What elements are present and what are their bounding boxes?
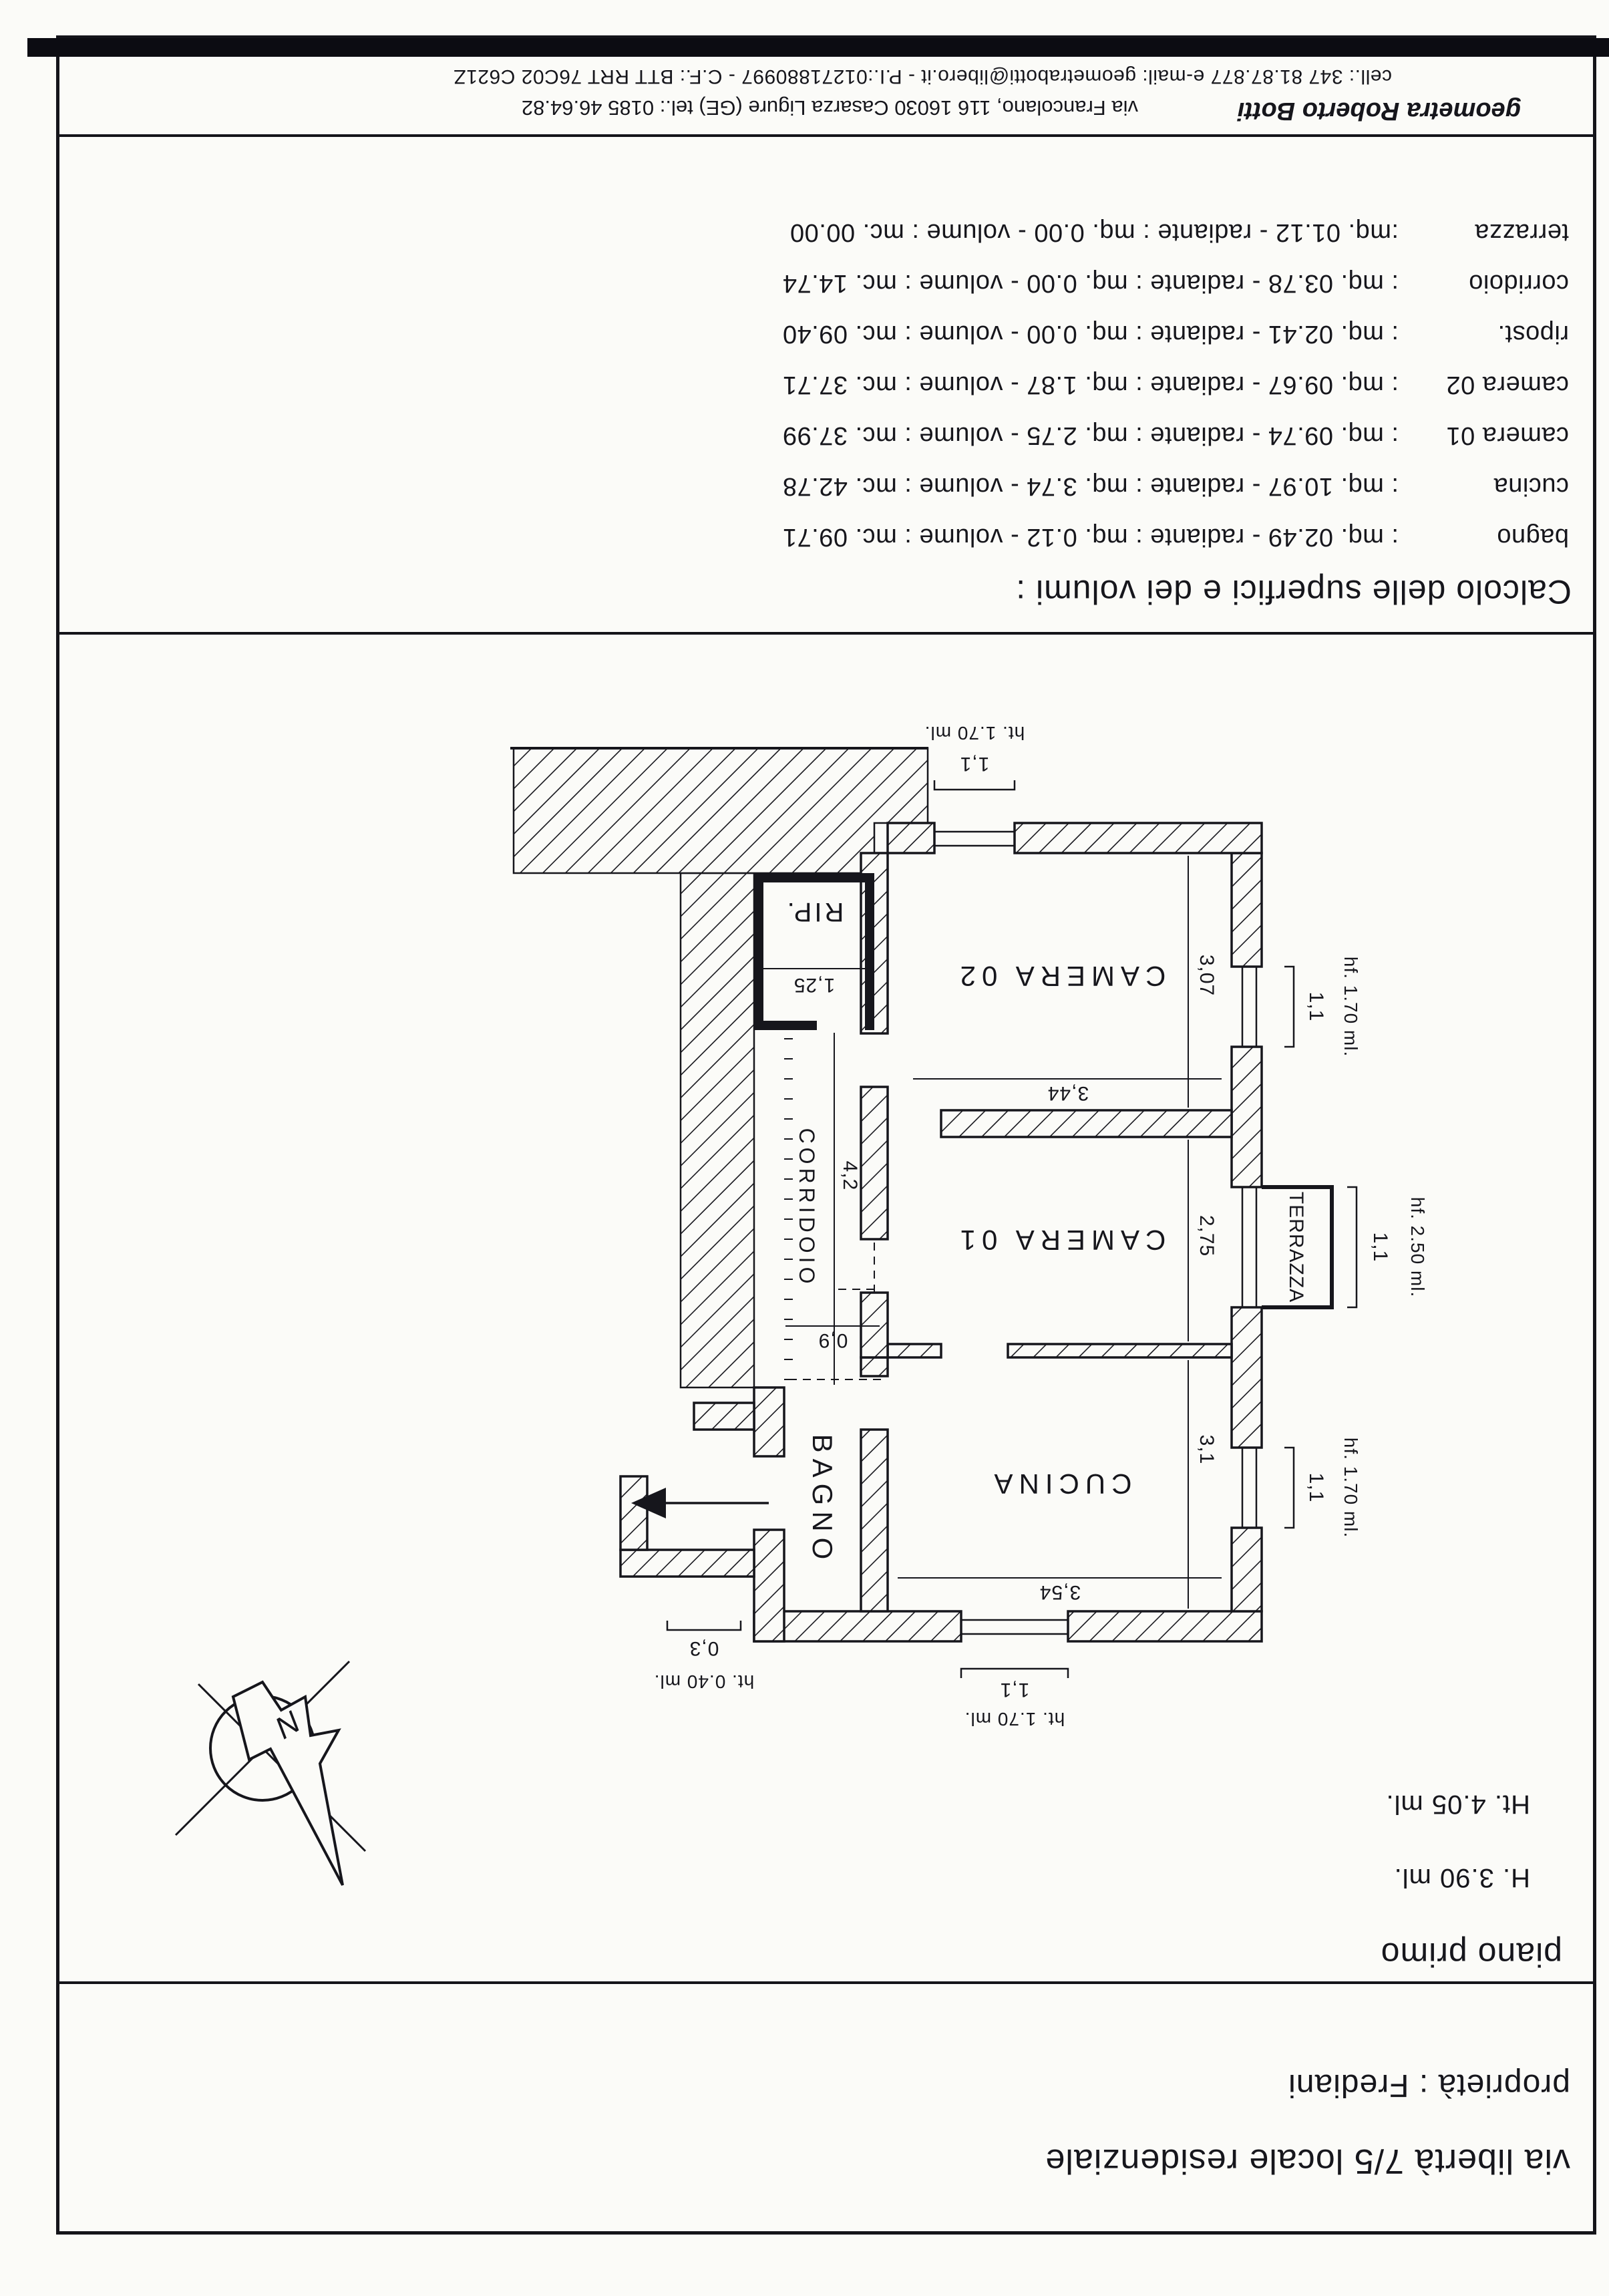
calc-row-name: corridoio [1468, 269, 1569, 297]
calc-row-name: bagno [1496, 523, 1569, 551]
calc-row-name: cucina [1493, 472, 1569, 500]
dim-rip-width: 1,25 [793, 974, 836, 996]
room-label-bagno: BAGNO [807, 1434, 838, 1566]
letterhead-contacts: cell.: 347 81.87.877 e-mail: geometrabotti@libero.it - P.I.:01271880997 - C.F.: BTT RRT 76C02 C621Z [453, 65, 1392, 88]
dim-camera02-height: 3,07 [1196, 954, 1218, 997]
window-label-top: ht. 1.70 ml. [964, 1709, 1065, 1730]
calc-title: Calcolo delle superfici e dei volumi : [1015, 573, 1572, 611]
calc-row-detail: :mq. 01.12 - radiante : mq. 0.00 - volume : mc. 00.00 [789, 218, 1399, 247]
dim-window-camera02: 1,1 [1305, 991, 1327, 1022]
calc-row-detail: : mq. 09.74 - radiante : mq. 2.75 - volume : mc. 37.99 [782, 422, 1399, 450]
room-label-camera02: CAMERA 02 [954, 961, 1166, 992]
window-label-bottom: ht. 1.70 ml. [924, 723, 1025, 744]
window-label-camera02: hf. 1.70 ml. [1340, 956, 1361, 1057]
separator-letterhead [59, 134, 1596, 137]
calc-row-detail: : mq. 02.49 - radiante : mq. 0.12 - volume : mc. 09.71 [782, 523, 1399, 551]
calc-row-name: camera 02 [1445, 371, 1569, 399]
dim-camera02-width: 3,44 [1047, 1082, 1089, 1104]
north-compass-icon [176, 1661, 365, 1885]
dim-corridoio-width: 0,9 [818, 1329, 848, 1351]
calc-row-detail: : mq. 03.78 - radiante : mq. 0.00 - volume : mc. 14.74 [782, 269, 1399, 297]
window-label-terrazza: hf. 2.50 ml. [1407, 1196, 1428, 1298]
calc-row-name: ripost. [1497, 320, 1569, 348]
dim-window-top: 1,1 [999, 1679, 1030, 1701]
dim-cucina-height: 3,1 [1196, 1434, 1218, 1465]
entrance-arrow-icon [631, 1488, 769, 1518]
floor-total-height: Ht. 4.05 ml. [1385, 1790, 1530, 1819]
calc-row-name: camera 01 [1445, 422, 1569, 450]
calc-row-detail: : mq. 02.41 - radiante : mq. 0.00 - volume : mc. 09.40 [782, 320, 1399, 348]
document-title: via libertà 7/5 locale residenziale [1045, 2142, 1570, 2180]
letterhead-name: geometra Roberto Botti [1237, 97, 1521, 125]
wall-tick-hatch [784, 1039, 793, 1379]
compass-north-letter: N [269, 1703, 307, 1746]
property-owner: proprietà : Frediani [1288, 2068, 1570, 2103]
window-label-cucina: hf. 1.70 ml. [1340, 1437, 1361, 1538]
calc-row-detail: : mq. 10.97 - radiante : mq. 3.74 - volume : mc. 42.78 [782, 472, 1399, 500]
room-label-terrazza: TERRAZZA [1285, 1191, 1307, 1303]
floor-plan [0, 635, 1609, 1984]
dim-window-bottom: 1,1 [959, 753, 990, 775]
scan-edge-band [27, 38, 1609, 57]
room-label-rip: RIP. [784, 897, 844, 927]
floor-title: piano primo [1380, 1936, 1562, 1973]
letterhead-address: via Francolano, 116 16030 Casarza Ligure (GE) tel.: 0185 46.64.82 [521, 96, 1138, 120]
room-label-cucina: CUCINA [988, 1468, 1132, 1500]
dim-cucina-width: 3,54 [1039, 1581, 1081, 1603]
room-label-corridoio: CORRIDOIO [795, 1128, 819, 1288]
window-label-balcony: ht. 0.40 ml. [653, 1671, 755, 1692]
dim-camera01-height: 2,75 [1196, 1214, 1218, 1257]
dim-window-cucina: 1,1 [1305, 1472, 1327, 1503]
dim-corridoio-length: 4,2 [839, 1160, 861, 1191]
calc-row-detail: : mq. 09.67 - radiante : mq. 1.87 - volume : mc. 37.71 [782, 371, 1399, 399]
dim-balcony-opening: 0,3 [689, 1637, 719, 1659]
calc-row-name: terrazza [1474, 218, 1569, 247]
floor-height: H. 3.90 ml. [1393, 1863, 1530, 1893]
dim-terrazza-door: 1,1 [1369, 1232, 1391, 1263]
room-label-camera01: CAMERA 01 [954, 1224, 1166, 1256]
